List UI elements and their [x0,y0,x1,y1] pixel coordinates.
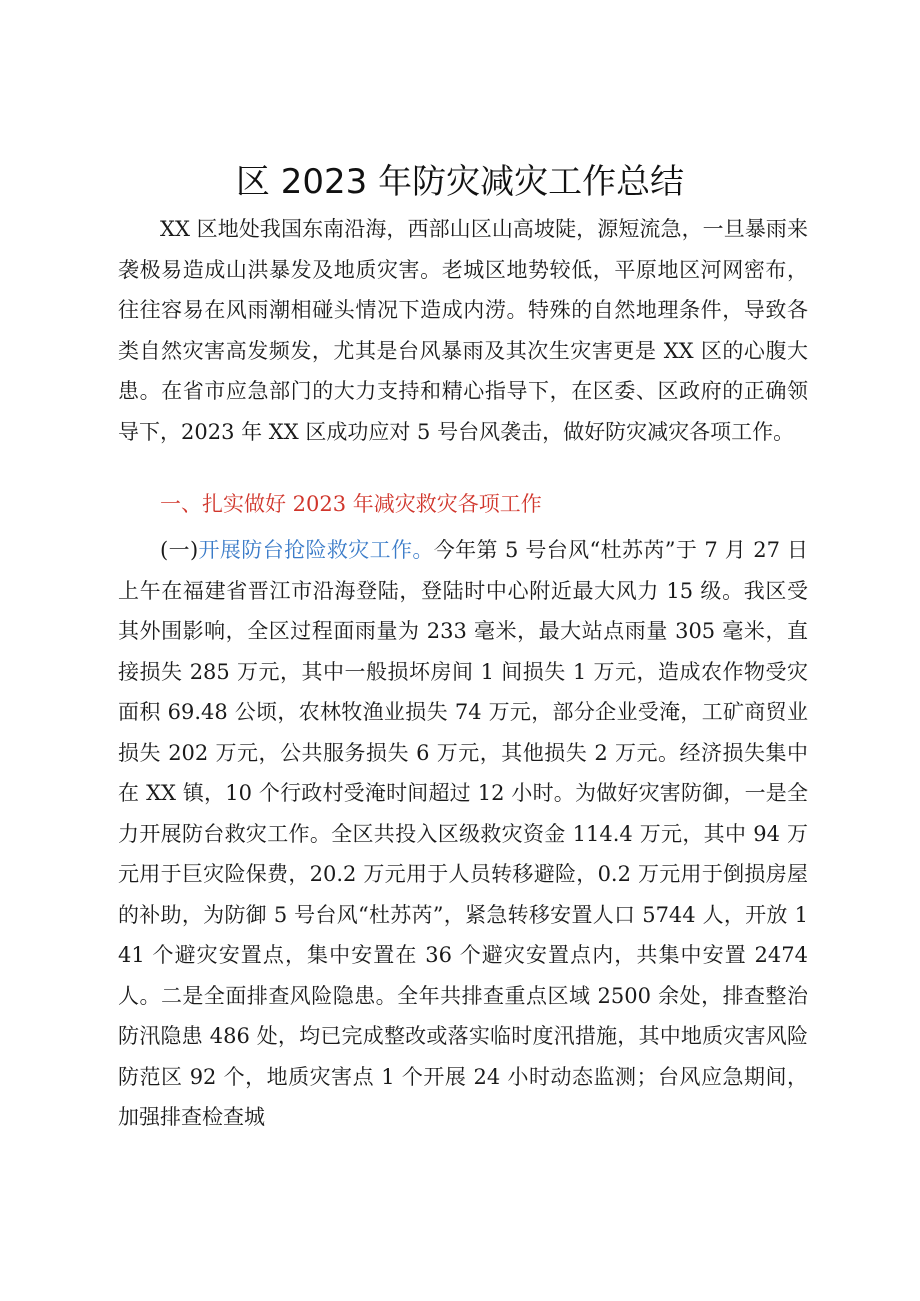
document-title: 区 2023 年防灾减灾工作总结 [235,162,685,202]
subsection-title: 开展防台抢险救灾工作。 [198,538,434,562]
section-1-paragraph [118,530,808,1138]
section-heading-1: 一、扎实做好 2023 年减灾救灾各项工作 [160,492,542,516]
subsection-label: (一) [160,538,199,562]
intro-paragraph: XX 区地处我国东南沿海，西部山区山高坡陡，源短流急，一旦暴雨来袭极易造成山洪暴发及地质灾害。老城区地势较低，平原地区河网密布，往往容易在风雨潮相碰头情况下造成内涝。特殊的自然地理条件，导致各类自然灾害高发频发，尤其是台风暴雨及其次生灾害更是 XX 区的心腹大患。在省市应急部门的大力支持和精心指导下，在区委、区政府的正确领导下，2023 年 XX 区成功应对 5 号台风袭击，做好防灾减灾各项工作。 [118,217,808,444]
subsection-body: 今年第 5 号台风“杜苏芮”于 7 月 27 日上午在福建省晋江市沿海登陆，登陆时中心附近最大风力 15 级。我区受其外围影响，全区过程面雨量为 233 毫米，最大站点雨量 305 毫米，直接损失 285 万元，其中一般损坏房间 1 间损失 1 万元，造成农作物受灾面积 69.48 公顷，农林牧渔业损失 74 万元，部分企业受淹，工矿商贸业损失 202 万元，公共服务损失 6 万元，其他损失 2 万元。经济损失集中在 XX 镇，10 个行政村受淹时间超过 12 小时。为做好灾害防御，一是全力开展防台救灾工作。全区共投入区级救灾资金 114.4 万元，其中 94 万元用于巨灾险保费，20.2 万元用于人员转移避险，0.2 万元用于倒损房屋的补助，为防御 5 号台风“杜苏芮”，紧急转移安置人口 5744 人，开放 141 个避灾安置点，集中安置在 36 个避灾安置点内，共集中安置 2474 人。二是全面排查风险隐患。全年共排查重点区域 2500 余处，排查整治防汛隐患 486 处，均已完成整改或落实临时度汛措施，其中地质灾害风险防范区 92 个，地质灾害点 1 个开展 24 小时动态监测；台风应急期间，加强排查检查城 [118,538,809,1129]
